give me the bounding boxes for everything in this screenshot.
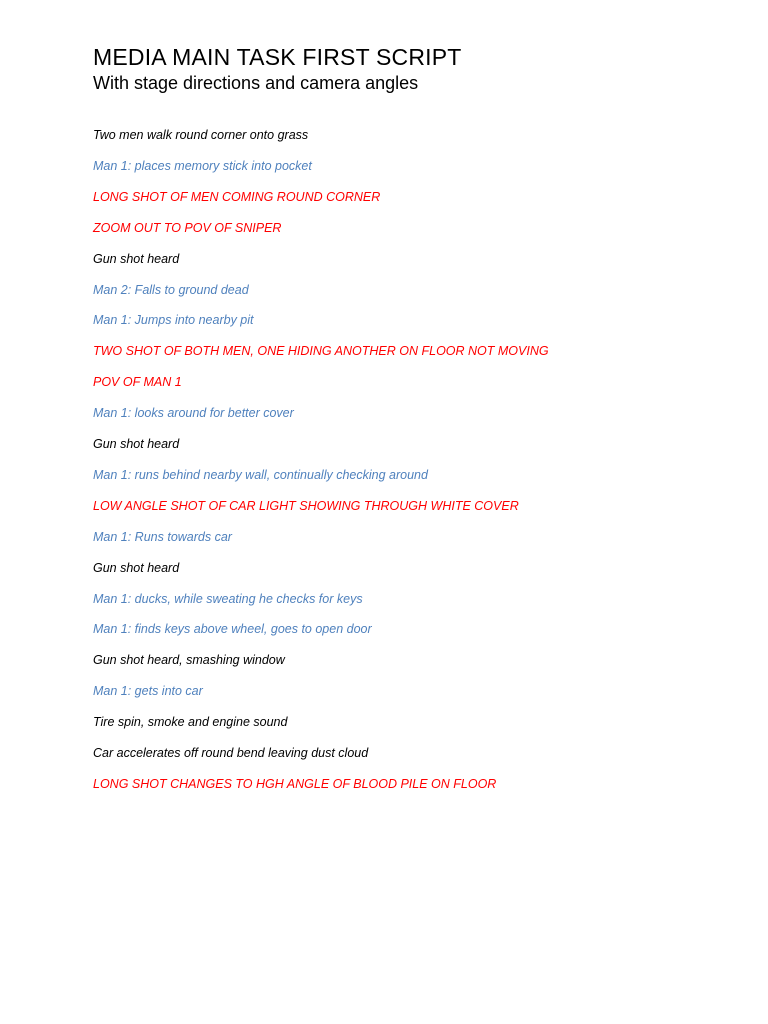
script-line-dialogue: Man 1: runs behind nearby wall, continually checking around	[93, 467, 428, 482]
script-line-dialogue: Man 1: Jumps into nearby pit	[93, 313, 254, 328]
script-line-action: Gun shot heard	[93, 251, 180, 266]
script-line-dialogue: Man 1: Runs towards car	[93, 529, 232, 544]
script-line-action: Gun shot heard	[93, 560, 180, 575]
script-line-dialogue: Man 1: looks around for better cover	[93, 406, 294, 421]
script-line-camera: POV OF MAN 1	[93, 375, 182, 390]
script-line-camera: ZOOM OUT TO POV OF SNIPER	[93, 220, 282, 235]
script-line-action: Gun shot heard	[93, 437, 180, 451]
page-title: MEDIA MAIN TASK FIRST SCRIPT	[93, 44, 462, 70]
script-line-camera: LONG SHOT OF MEN COMING ROUND CORNER	[93, 189, 381, 204]
script-line-action: Gun shot heard, smashing window	[93, 653, 285, 668]
script-line-camera: LONG SHOT CHANGES TO HGH ANGLE OF BLOOD PILE ON FLOOR	[93, 776, 497, 791]
script-line-action: Two men walk round corner onto grass	[93, 128, 309, 142]
script-line-dialogue: Man 1: finds keys above wheel, goes to open door	[93, 622, 372, 637]
script-line-dialogue: Man 2: Falls to ground dead	[93, 282, 249, 297]
page-subtitle: With stage directions and camera angles	[93, 73, 419, 93]
script-line-dialogue: Man 1: places memory stick into pocket	[93, 158, 312, 173]
script-line-camera: TWO SHOT OF BOTH MEN, ONE HIDING ANOTHER ON FLOOR NOT MOVING	[93, 344, 549, 359]
script-line-action: Tire spin, smoke and engine sound	[93, 715, 288, 730]
script-line-dialogue: Man 1: gets into car	[93, 684, 203, 699]
script-line-action: Car accelerates off round bend leaving dust cloud	[93, 746, 369, 760]
script-line-dialogue: Man 1: ducks, while sweating he checks for keys	[93, 591, 363, 606]
script-line-camera: LOW ANGLE SHOT OF CAR LIGHT SHOWING THROUGH WHITE COVER	[93, 498, 519, 513]
